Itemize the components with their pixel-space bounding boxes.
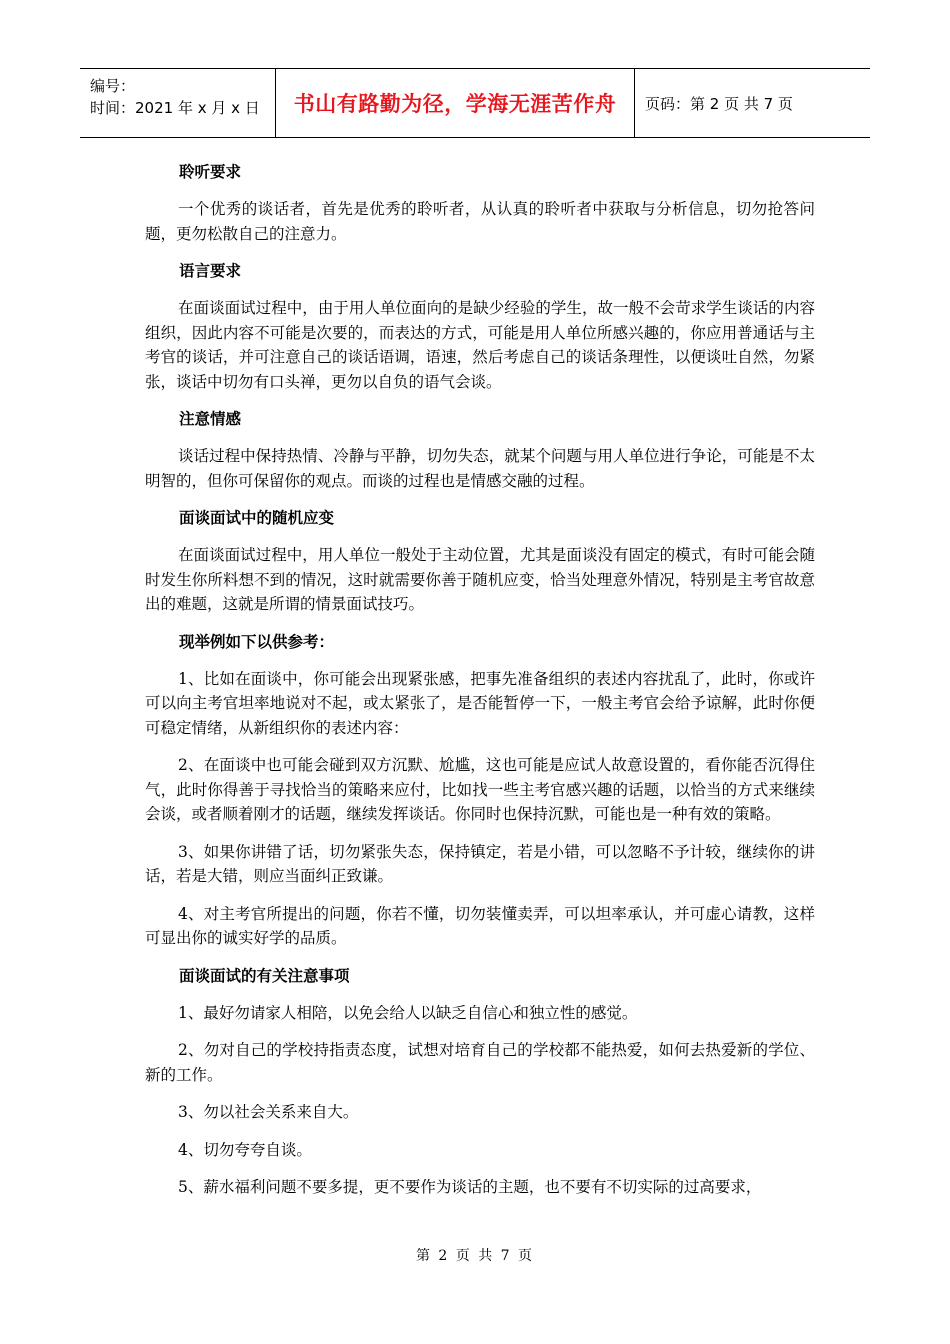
header-page-info: 页码：第 2 页 共 7 页	[645, 94, 793, 113]
spacer	[145, 184, 815, 197]
paragraph: 2、勿对自己的学校持指责态度，试想对培育自己的学校都不能热爱，如何去热爱新的学位、新的工作。	[145, 1041, 815, 1084]
spacer	[145, 889, 815, 902]
paragraph: 在面谈面试过程中，由于用人单位面向的是缺少经验的学生，故一般不会苛求学生谈话的内容组织，因此内容不可能是次要的，而表达的方式，可能是用人单位所感兴趣的，你应用普通话与主考官的谈话，并可注意自己的谈话语调，语速，然后考虑自己的谈话条理性，以便谈吐自然，勿紧张，谈话中切勿有口头禅，更勿以自负的语气会谈。	[145, 299, 815, 391]
spacer	[145, 431, 815, 444]
paragraph: 2、在面谈中也可能会碰到双方沉默、尬尴，这也可能是应试人故意设置的，看你能否沉得住气，此时你得善于寻找恰当的策略来应付，比如找一些主考官感兴趣的话题，以恰当的方式来继续会谈，或者顺着刚才的话题，继续发挥谈话。你同时也保持沉默，可能也是一种有效的策略。	[145, 756, 815, 823]
spacer	[145, 827, 815, 840]
spacer	[145, 394, 815, 407]
paragraph: 4、对主考官所提出的问题，你若不懂，切勿装懂卖弄，可以坦率承认，并可虚心请教，这样可显出你的诚实好学的品质。	[145, 904, 815, 947]
spacer	[145, 1025, 815, 1038]
spacer	[145, 246, 815, 259]
code-label: 编号：	[90, 77, 136, 95]
spacer	[145, 951, 815, 964]
header-meta	[80, 69, 276, 137]
spacer	[145, 1125, 815, 1138]
spacer	[145, 1200, 815, 1213]
spacer	[145, 283, 815, 296]
paragraph: 3、如果你讲错了话，切勿紧张失态，保持镇定，若是小错，可以忽略不予计较，继续你的讲话，若是大错，则应当面纠正致谦。	[145, 842, 815, 885]
paragraph: 一个优秀的谈话者，首先是优秀的聆听者，从认真的聆听者中获取与分析信息，切勿抢答问题，更勿松散自己的注意力。	[145, 200, 815, 243]
header-motto: 书山有路勤为径，学海无涯苦作舟	[276, 69, 635, 137]
spacer	[145, 530, 815, 543]
paragraph: 1、比如在面谈中，你可能会出现紧张感，把事先准备组织的表述内容扰乱了，此时，你或许可以向主考官坦率地说对不起，或太紧张了，是否能暂停一下，一般主考官会给予谅解，此时你便可稳定情绪，从新组织你的表述内容：	[145, 669, 815, 737]
spacer	[145, 1087, 815, 1100]
paragraph: 4、切勿夸夸自谈。	[178, 1140, 312, 1159]
spacer	[145, 988, 815, 1001]
section-heading: 聆听要求	[179, 163, 242, 181]
paragraph: 1、最好勿请家人相陪，以免会给人以缺乏自信心和独立性的感觉。	[178, 1003, 638, 1022]
spacer	[145, 617, 815, 630]
spacer	[145, 1162, 815, 1175]
section-heading: 语言要求	[179, 262, 242, 280]
section-heading: 注意情感	[179, 410, 242, 428]
page-header	[80, 68, 870, 138]
spacer	[145, 493, 815, 506]
paragraph: 5、薪水福利问题不要多提，更不要作为谈话的主题，也不要有不切实际的过高要求，	[178, 1178, 762, 1196]
document-body	[145, 160, 815, 1213]
section-heading: 面谈面试的有关注意事项	[179, 966, 350, 985]
section-heading: 现举例如下以供参考：	[179, 632, 335, 651]
section-heading: 面谈面试中的随机应变	[179, 509, 335, 527]
paragraph: 在面谈面试过程中，用人单位一般处于主动位置，尤其是面谈没有固定的模式，有时可能会随时发生你所料想不到的情况，这时就需要你善于随机应变，恰当处理意外情况，特别是主考官故意出的难题，这就是所谓的情景面试技巧。	[145, 546, 815, 613]
spacer	[145, 654, 815, 667]
date-label: 时间：2021 年 x 月 x 日	[90, 99, 260, 117]
paragraph: 谈话过程中保持热情、冷静与平静，切勿失态，就某个问题与用人单位进行争论，可能是不太明智的，但你可保留你的观点。而谈的过程也是情感交融的过程。	[145, 447, 815, 490]
spacer	[145, 740, 815, 753]
paragraph: 3、勿以社会关系来自大。	[178, 1103, 359, 1121]
page-footer: 第 2 页 共 7 页	[415, 1248, 535, 1264]
